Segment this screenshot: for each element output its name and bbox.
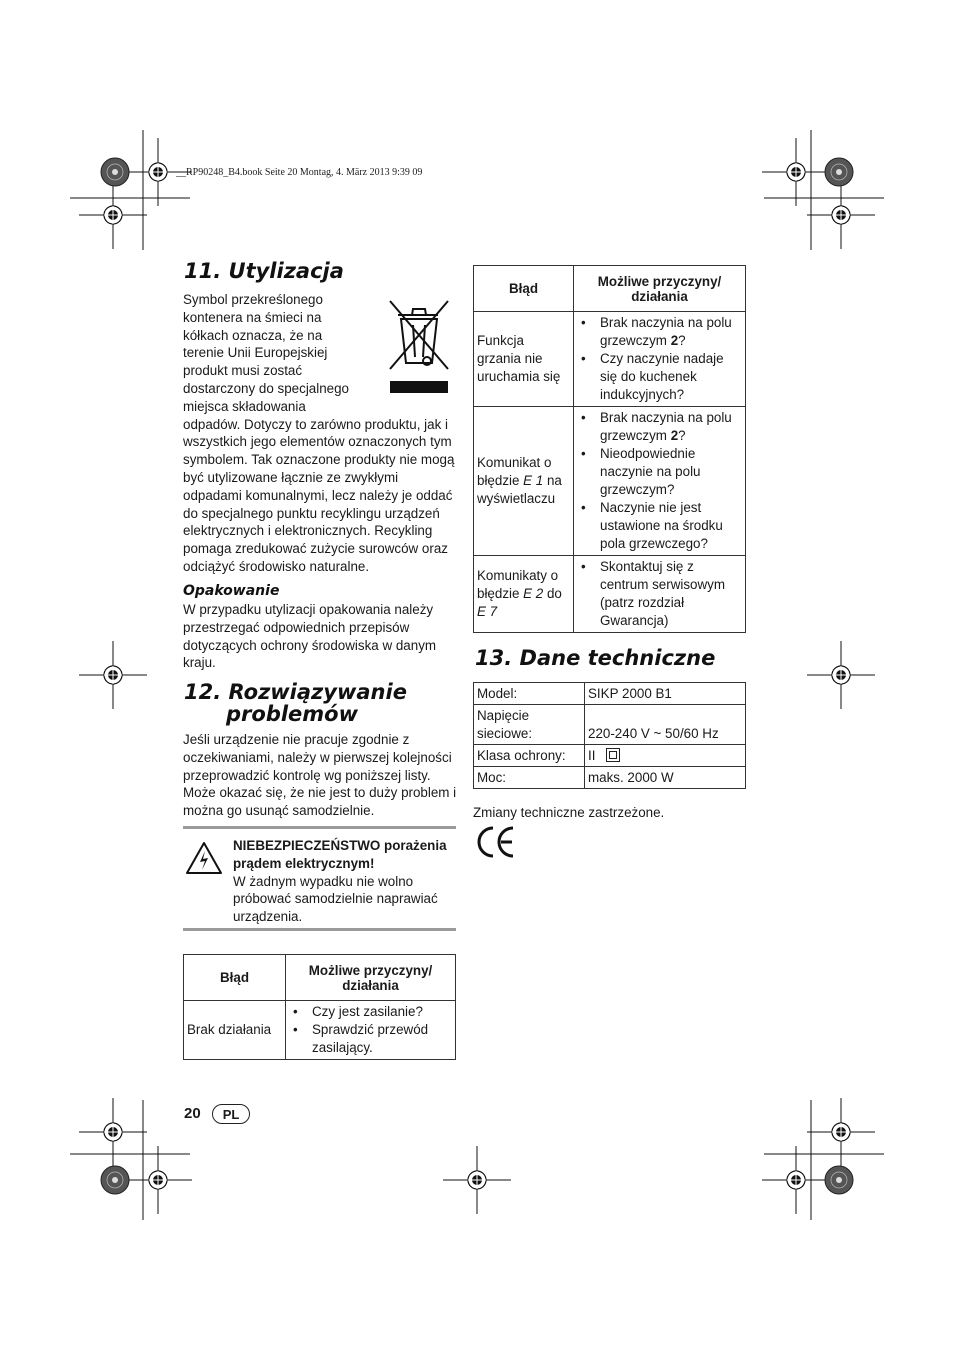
spec-label: Moc: [474, 767, 585, 789]
cause-item: • Nieodpowiednie naczynie na polu grzewczym? [577, 445, 742, 499]
cause-item: • Skontaktuj się z centrum serwisowym (patrz rozdział Gwarancja) [577, 558, 742, 630]
warning-bottom-rule [183, 928, 456, 931]
error-cell: Funkcja grzania nie uruchamia się [474, 312, 574, 407]
spec-row [474, 767, 746, 789]
troubleshooting-intro: Jeśli urządzenie nie pracuje zgodnie z oczekiwaniami, należy w pierwszej kolejności przeprowadzić kontrolę wg poniższej listy. Może okazać się, że nie jest to duży problem i można go usunąć samodzielnie. [183, 732, 457, 819]
cause-item: • Sprawdzić przewód zasilający. [289, 1021, 452, 1057]
page-number: 20 [184, 1105, 201, 1122]
class-ii-double-square-icon [606, 748, 620, 762]
packaging-title: Opakowanie [183, 583, 280, 599]
table-row [184, 1001, 456, 1060]
section-12-title [184, 681, 407, 725]
packaging-paragraph: W przypadku utylizacji opakowania należy przestrzegać odpowiednich przepisów dotyczących ochrony środowiska w danym kraju. [183, 602, 437, 671]
causes-cell [574, 407, 746, 556]
cause-item: • Czy naczynie nadaje się do kuchenek indukcyjnych? [577, 350, 742, 404]
technical-specs-table [473, 682, 746, 789]
spec-value: maks. 2000 W [585, 767, 746, 789]
disposal-text [183, 291, 458, 576]
language-badge: PL [212, 1104, 250, 1124]
warning-text-block [233, 837, 458, 926]
spec-label: Klasa ochrony: [474, 745, 585, 767]
spec-label: Napięcie sieciowe: [474, 705, 585, 745]
table-row [474, 312, 746, 407]
cause-item: • Brak naczynia na polu grzewczym 2? [577, 409, 742, 445]
causes-cell [574, 312, 746, 407]
error-cell: Komunikat o błędzie E 1 na wyświetlaczu [474, 407, 574, 556]
technical-changes-note: Zmiany techniczne zastrzeżone. [473, 805, 665, 820]
table-header-causes: Możliwe przyczyny/ działania [574, 266, 746, 312]
table-row [474, 407, 746, 556]
section-12-title-line2: problemów [226, 702, 358, 726]
file-info-line: __RP90248_B4.book Seite 20 Montag, 4. März 2013 9:39 09 [176, 167, 423, 178]
table-header-error: Błąd [184, 955, 286, 1001]
spec-row [474, 705, 746, 745]
ce-mark-icon [475, 825, 517, 859]
error-cell: Komunikaty o błędzie E 2 do E 7 [474, 556, 574, 633]
error-cell: Brak działania [184, 1001, 286, 1060]
table-header-causes: Możliwe przyczyny/ działania [286, 955, 456, 1001]
disposal-paragraph: Symbol przekreślonego kontenera na śmieci na kółkach oznacza, że na terenie Unii Europejskiej produkt musi zostać dostarczony do specjalnego miejsca składowania odpadów. Dotyczy to zarówno produktu, jak i wszystkich jego elementów oznaczonych tym symbolem. Tak oznaczone produkty nie mogą być utylizowane łącznie ze zwykłymi odpadami komunalnymi, lecz należy je oddać do specjalnego punktu recyklingu urządzeń elektrycznych i elektronicznych. Recykling pomaga zredukować zużycie surowców oraz odciążyć środowisko naturalne. [183, 292, 455, 574]
spec-value: 220-240 V ~ 50/60 Hz [585, 705, 746, 745]
spec-row [474, 745, 746, 767]
spec-label: Model: [474, 683, 585, 705]
spec-row [474, 683, 746, 705]
warning-text: W żadnym wypadku nie wolno próbować samodzielnie naprawiać urządzenia. [233, 873, 438, 925]
table-header-error: Błąd [474, 266, 574, 312]
electric-hazard-icon [185, 841, 223, 875]
section-13-title: 13. Dane techniczne [475, 646, 716, 670]
table-row [474, 556, 746, 633]
cause-item: • Czy jest zasilanie? [289, 1003, 452, 1021]
section-12-title-line1: 12. Rozwiązywanie [184, 680, 407, 704]
section-11-title: 11. Utylizacja [184, 259, 344, 283]
causes-cell [574, 556, 746, 633]
warning-heading: NIEBEZPIECZEŃSTWO porażenia prądem elektrycznym! [233, 838, 447, 871]
spec-value: SIKP 2000 B1 [585, 683, 746, 705]
causes-cell [286, 1001, 456, 1060]
spec-value-cell [585, 745, 746, 767]
warning-top-rule [183, 826, 456, 829]
cause-item: • Naczynie nie jest ustawione na środku pola grzewczego? [577, 499, 742, 553]
troubleshooting-table-right [473, 265, 746, 633]
troubleshooting-table-left [183, 954, 456, 1060]
spec-value: II [588, 748, 596, 763]
cause-item: • Brak naczynia na polu grzewczym 2? [577, 314, 742, 350]
